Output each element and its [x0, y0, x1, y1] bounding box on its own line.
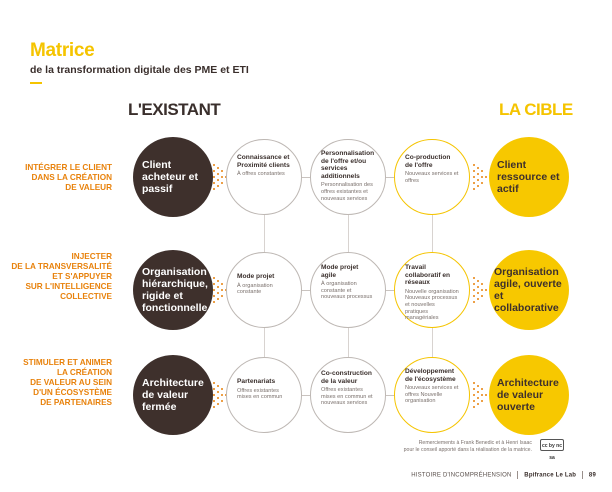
existant-circle-organisation: Organisation hiérarchique, rigide et fonctionnelle: [133, 250, 213, 330]
row-connector: [302, 177, 310, 178]
row-connector: [386, 177, 394, 178]
page-title: Matrice: [30, 40, 95, 61]
step-circle-mode-projet: Mode projet À organisation constante: [226, 252, 302, 328]
creative-commons-icon: cc by nc sa: [540, 439, 564, 451]
credits: Remerciements à Frank Benedic et à Henri Isaac pour le conseil apporté dans la réalisation de la matrice.: [403, 440, 532, 453]
vertical-connector: [264, 215, 265, 252]
page-subtitle: de la transformation digitale des PME et ETI: [30, 64, 249, 76]
step-circle-connaissance: Connaissance et Proximité clients À offres constantes: [226, 139, 302, 215]
step-circle-developpement: Développement de l'écosystème Nouveaux services et offres Nouvelle organisation: [394, 357, 470, 433]
cible-circle-organisation: Organisation agile, ouverte et collaborative: [489, 250, 569, 330]
step-circle-co-construction: Co-construction de la valeur Offres existantes mises en commun et nouveaux services: [310, 357, 386, 433]
vertical-connector: [432, 215, 433, 252]
row-label-transversalite: INJECTER DE LA TRANSVERSALITÉ ET S'APPUYER SUR L'INTELLIGENCE COLLECTIVE: [11, 252, 112, 301]
existant-circle-client: Client acheteur et passif: [133, 137, 213, 217]
dots-arrow: [472, 157, 488, 197]
row-label-ecosysteme: STIMULER ET ANIMER LA CRÉATION DE VALEUR AU SEIN D'UN ÉCOSYSTÈME DE PARTENAIRES: [23, 358, 112, 407]
step-circle-mode-projet-agile: Mode projet agile À organisation constante et nouveaux processus: [310, 252, 386, 328]
dots-arrow: [472, 375, 488, 415]
column-heading-cible: LA CIBLE: [499, 100, 573, 119]
step-circle-coproduction: Co-production de l'offre Nouveaux services et offres: [394, 139, 470, 215]
footer-separator: [582, 471, 583, 479]
cible-circle-architecture: Architecture de valeur ouverte: [489, 355, 569, 435]
page-number: 89: [588, 472, 596, 479]
step-circle-travail-collaboratif: Travail collaboratif en réseaux Nouvelle organisation Nouveaux processus et nouvelles pratiques managériales: [394, 252, 470, 328]
step-circle-partenariats: Partenariats Offres existantes mises en commun: [226, 357, 302, 433]
vertical-connector: [348, 215, 349, 252]
footer-brand: Bpifrance Le Lab: [524, 472, 577, 479]
vertical-connector: [264, 327, 265, 357]
step-circle-personnalisation: Personnalisation de l'offre et/ou services additionnels Personnalisation des offres existantes et nouveaux services: [310, 139, 386, 215]
row-connector: [386, 395, 394, 396]
dots-arrow: [472, 270, 488, 310]
cible-circle-client: Client ressource et actif: [489, 137, 569, 217]
title-underline: [30, 82, 42, 84]
footer-separator: [517, 471, 518, 479]
vertical-connector: [348, 327, 349, 357]
existant-circle-architecture: Architecture de valeur fermée: [133, 355, 213, 435]
page-footer: [411, 471, 596, 479]
row-connector: [386, 290, 394, 291]
column-heading-existant: L'EXISTANT: [128, 100, 221, 119]
vertical-connector: [432, 327, 433, 357]
row-connector: [302, 395, 310, 396]
footer-section: HISTOIRE D'INCOMPRÉHENSION: [411, 472, 512, 479]
row-connector: [302, 290, 310, 291]
row-label-client: INTÉGRER LE CLIENT DANS LA CRÉATION DE VALEUR: [25, 163, 112, 192]
